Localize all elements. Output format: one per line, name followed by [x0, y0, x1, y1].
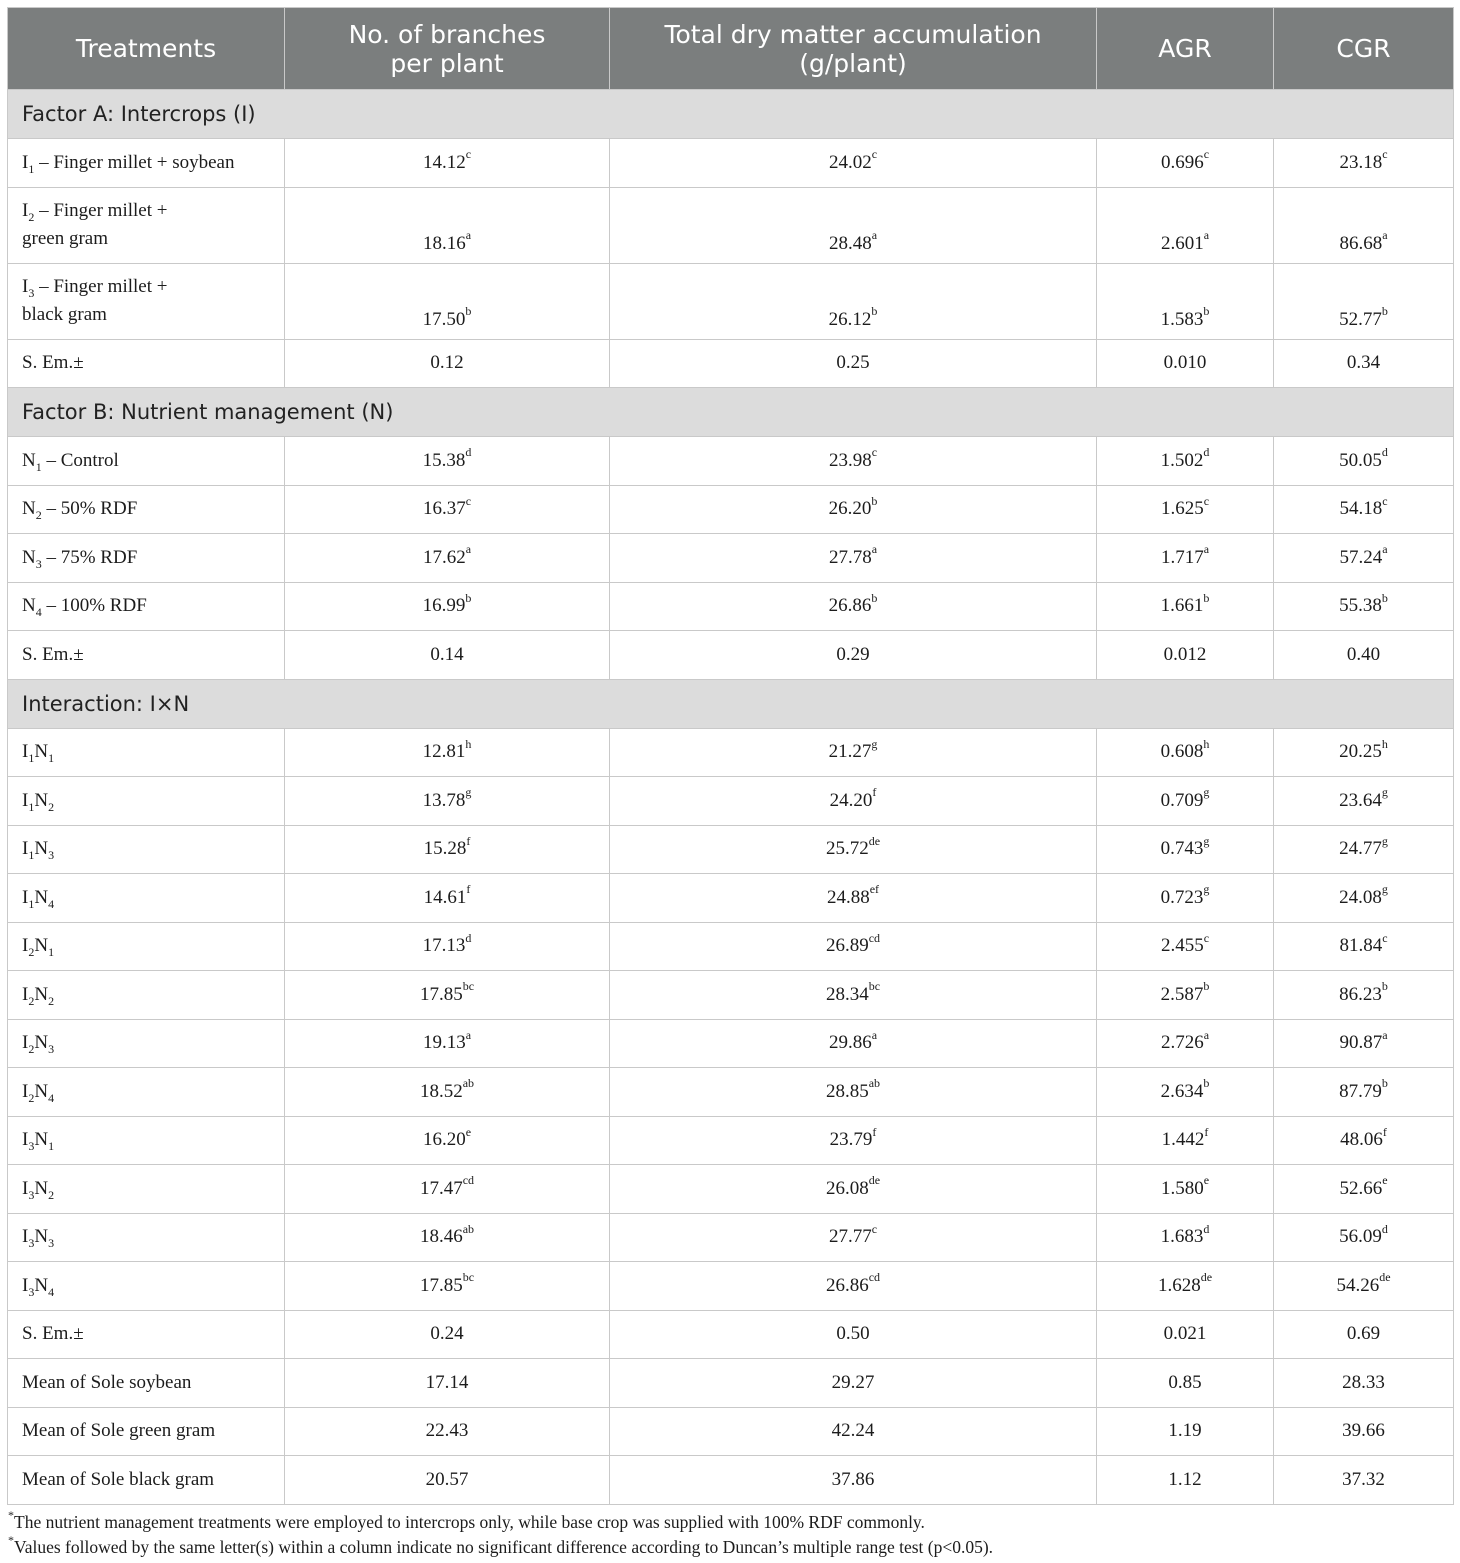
significance-letter: d	[1381, 1221, 1388, 1236]
cell-value-4: 50.05$^d$	[1274, 437, 1454, 486]
cell-value-1: 13.78$^g$	[285, 777, 610, 826]
significance-letter: f	[466, 882, 471, 897]
row-label: $I_2N_3$	[8, 1019, 285, 1068]
cell-value-2: 28.34$^{bc}$	[610, 971, 1097, 1020]
cell-value-3: 1.717$^a$	[1097, 534, 1274, 583]
section-title: Interaction: I×N	[8, 679, 1454, 728]
cell-value-1: 17.50$^b$	[285, 263, 610, 339]
table-row	[8, 1019, 1454, 1068]
section-title: Factor B: Nutrient management (N)	[8, 388, 1454, 437]
significance-letter: c	[1382, 493, 1388, 508]
significance-letter: g	[1381, 833, 1388, 848]
significance-letter: a	[871, 228, 878, 243]
subscript: 1	[35, 459, 42, 474]
row-label: $I_1N_2$	[8, 777, 285, 826]
cell-value-3: 0.012	[1097, 631, 1274, 680]
subscript: 3	[48, 1236, 55, 1251]
row-label: $I_2N_4$	[8, 1068, 285, 1117]
table-row	[8, 825, 1454, 874]
cell-value-1: 17.85$^{bc}$	[285, 971, 610, 1020]
table-row	[8, 339, 1454, 388]
cell-value-1: 17.62$^a$	[285, 534, 610, 583]
cell-value-2: 29.27	[610, 1359, 1097, 1408]
cell-value-1: 15.28$^f$	[285, 825, 610, 874]
cell-value-2: 0.29	[610, 631, 1097, 680]
cell-value-4: 54.26de	[1274, 1262, 1454, 1311]
cell-value-1: 16.99$^b$	[285, 582, 610, 631]
cell-value-3: 0.85	[1097, 1359, 1274, 1408]
row-label: $I_3$ – Finger millet + black gram	[8, 263, 285, 339]
cell-value-1: 18.16$^a$	[285, 187, 610, 263]
subscript: 2	[28, 945, 35, 960]
subscript: 2	[48, 993, 55, 1008]
significance-letter: d	[465, 445, 472, 460]
cell-value-2: 24.20$^f$	[610, 777, 1097, 826]
significance-letter: b	[1381, 1076, 1388, 1091]
subscript: 1	[48, 751, 55, 766]
significance-letter: b	[1203, 590, 1210, 605]
cell-value-1: 0.14	[285, 631, 610, 680]
subscript: 3	[48, 1042, 55, 1057]
significance-letter: h	[465, 736, 472, 751]
table-row	[8, 1068, 1454, 1117]
significance-letter: b	[871, 590, 878, 605]
cell-value-1: 17.13$^d$	[285, 922, 610, 971]
table-row	[8, 874, 1454, 923]
significance-letter: e	[1203, 1173, 1210, 1188]
table-row	[8, 728, 1454, 777]
table-row	[8, 437, 1454, 486]
cell-value-2: 24.02$^c$	[610, 139, 1097, 188]
row-label: $I_3N_1$	[8, 1116, 285, 1165]
significance-letter: g	[1203, 882, 1210, 897]
cell-value-2: 26.08de	[610, 1165, 1097, 1214]
significance-letter: f	[466, 833, 471, 848]
table-row	[8, 1165, 1454, 1214]
superscript: *	[8, 1533, 14, 1548]
cell-value-3: 1.19	[1097, 1407, 1274, 1456]
cell-value-4: 81.84$^c$	[1274, 922, 1454, 971]
cell-value-1: 16.37$^c$	[285, 485, 610, 534]
footnote: *Values followed by the same letter(s) within a column indicate no significant difference according to Duncan’s multiple range test (p<0.05).	[8, 1533, 994, 1557]
cell-value-2: 27.77$^c$	[610, 1213, 1097, 1262]
cell-value-3: 2.601$^a$	[1097, 187, 1274, 263]
cell-value-1: 20.57	[285, 1456, 610, 1505]
cell-value-3: 0.021	[1097, 1310, 1274, 1359]
significance-letter: c	[871, 147, 878, 162]
cell-value-2: 27.78$^a$	[610, 534, 1097, 583]
cell-value-2: 0.50	[610, 1310, 1097, 1359]
table-row	[8, 1407, 1454, 1456]
cell-value-3: 1.661$^b$	[1097, 582, 1274, 631]
cell-value-1: 18.46$^{ab}$	[285, 1213, 610, 1262]
cell-value-4: 86.23$^b$	[1274, 971, 1454, 1020]
cell-value-4: 24.08$^g$	[1274, 874, 1454, 923]
significance-letter: cd	[462, 1173, 475, 1188]
cell-value-2: 21.27$^g$	[610, 728, 1097, 777]
row-label: $I_1N_1$	[8, 728, 285, 777]
table-row	[8, 922, 1454, 971]
subscript: 2	[48, 799, 55, 814]
table-row	[8, 582, 1454, 631]
column-header-4: CGR	[1274, 8, 1454, 90]
cell-value-1: 14.61$^f$	[285, 874, 610, 923]
cell-value-4: 87.79$^b$	[1274, 1068, 1454, 1117]
cell-value-3: 2.726$^a$	[1097, 1019, 1274, 1068]
significance-letter: bc	[462, 979, 475, 994]
subscript: 3	[28, 1187, 35, 1202]
cell-value-4: 39.66	[1274, 1407, 1454, 1456]
table-row	[8, 1310, 1454, 1359]
significance-letter: c	[871, 445, 878, 460]
significance-letter: c	[1203, 147, 1210, 162]
significance-letter: e	[1382, 1173, 1388, 1188]
column-header-2: Total dry matter accumulation (g/plant)	[610, 8, 1097, 90]
cell-value-3: 1.628de	[1097, 1262, 1274, 1311]
cell-value-2: 23.98$^c$	[610, 437, 1097, 486]
significance-letter: d	[1381, 445, 1388, 460]
cell-value-2: 26.20$^b$	[610, 485, 1097, 534]
significance-letter: h	[1203, 736, 1210, 751]
subscript: 1	[28, 751, 35, 766]
cell-value-4: 37.32	[1274, 1456, 1454, 1505]
table-row	[8, 777, 1454, 826]
cell-value-4: 23.64$^g$	[1274, 777, 1454, 826]
cell-value-3: 1.12	[1097, 1456, 1274, 1505]
table-row	[8, 1213, 1454, 1262]
cell-value-4: 57.24$^a$	[1274, 534, 1454, 583]
row-label: Mean of Sole green gram	[8, 1407, 285, 1456]
cell-value-3: 1.580e	[1097, 1165, 1274, 1214]
superscript: *	[8, 1508, 14, 1523]
cell-value-4: 55.38$^b$	[1274, 582, 1454, 631]
subscript: 3	[48, 848, 55, 863]
significance-letter: f	[872, 1124, 877, 1139]
significance-letter: a	[1382, 542, 1388, 557]
subscript: 4	[35, 605, 42, 620]
row-label: S. Em.±	[8, 339, 285, 388]
row-label: $N_4 - 100\%$ RDF	[8, 582, 285, 631]
table-row	[8, 263, 1454, 339]
significance-letter: d	[1203, 1221, 1210, 1236]
significance-letter: ef	[869, 882, 880, 897]
table-row	[8, 1359, 1454, 1408]
table-row	[8, 1456, 1454, 1505]
subscript: 3	[28, 285, 35, 300]
footnotes	[8, 1510, 1448, 1560]
cell-value-3: 2.634$^b$	[1097, 1068, 1274, 1117]
row-label: $N_1$ – Control	[8, 437, 285, 486]
significance-letter: de	[868, 833, 881, 848]
cell-value-4: 24.77$^g$	[1274, 825, 1454, 874]
significance-letter: b	[1203, 304, 1210, 319]
cell-value-3: 2.455$^c$	[1097, 922, 1274, 971]
cell-value-4: 52.66e	[1274, 1165, 1454, 1214]
significance-letter: d	[465, 930, 472, 945]
significance-letter: a	[1203, 542, 1210, 557]
cell-value-4: 28.33	[1274, 1359, 1454, 1408]
significance-letter: c	[1203, 930, 1210, 945]
cell-value-4: 48.06$^f$	[1274, 1116, 1454, 1165]
subscript: 1	[48, 945, 55, 960]
significance-letter: f	[872, 785, 877, 800]
subscript: 2	[28, 209, 35, 224]
significance-letter: de	[868, 1173, 881, 1188]
cell-value-3: 0.608$^h$	[1097, 728, 1274, 777]
significance-letter: c	[465, 493, 472, 508]
subscript: 1	[28, 799, 35, 814]
row-label: Mean of Sole black gram	[8, 1456, 285, 1505]
significance-letter: a	[871, 1027, 878, 1042]
significance-letter: cd	[868, 1270, 881, 1285]
significance-letter: c	[1382, 930, 1388, 945]
subscript: 2	[28, 1090, 35, 1105]
row-label: $I_2N_2$	[8, 971, 285, 1020]
header-row	[8, 8, 1454, 90]
significance-letter: b	[1381, 979, 1388, 994]
cell-value-1: 17.85$^{bc}$	[285, 1262, 610, 1311]
significance-letter: ab	[462, 1221, 475, 1236]
cell-value-3: 1.683$^d$	[1097, 1213, 1274, 1262]
cell-value-1: 22.43	[285, 1407, 610, 1456]
table-body	[8, 90, 1454, 1505]
results-table	[7, 7, 1454, 1505]
subscript: 3	[28, 1236, 35, 1251]
subscript: 1	[28, 161, 35, 176]
cell-value-1: 0.12	[285, 339, 610, 388]
cell-value-3: 0.696$^c$	[1097, 139, 1274, 188]
significance-letter: b	[465, 590, 472, 605]
cell-value-3: 0.743$^g$	[1097, 825, 1274, 874]
cell-value-3: 1.442$^f$	[1097, 1116, 1274, 1165]
significance-letter: ab	[868, 1076, 881, 1091]
cell-value-2: 42.24	[610, 1407, 1097, 1456]
subscript: 2	[35, 508, 42, 523]
subscript: 3	[35, 556, 42, 571]
cell-value-2: 0.25	[610, 339, 1097, 388]
table-header	[8, 8, 1454, 90]
significance-letter: b	[1381, 590, 1388, 605]
cell-value-2: 23.79$^f$	[610, 1116, 1097, 1165]
significance-letter: a	[465, 542, 472, 557]
significance-letter: de	[1200, 1270, 1213, 1285]
cell-value-3: 0.709$^g$	[1097, 777, 1274, 826]
significance-letter: g	[465, 785, 472, 800]
column-header-3: AGR	[1097, 8, 1274, 90]
significance-letter: b	[1381, 304, 1388, 319]
section-header-row	[8, 388, 1454, 437]
significance-letter: a	[1203, 228, 1210, 243]
row-label: $I_1N_3$	[8, 825, 285, 874]
cell-value-2: 26.89$^{cd}$	[610, 922, 1097, 971]
significance-letter: f	[1382, 1124, 1387, 1139]
cell-value-4: 54.18$^c$	[1274, 485, 1454, 534]
significance-letter: g	[1203, 785, 1210, 800]
significance-letter: ab	[462, 1076, 475, 1091]
cell-value-4: 0.34	[1274, 339, 1454, 388]
cell-value-3: 1.625$^c$	[1097, 485, 1274, 534]
table-row	[8, 139, 1454, 188]
footnote: *The nutrient management treatments were employed to intercrops only, while base crop was supplied with 100% RDF commonly.	[8, 1508, 925, 1532]
table-row	[8, 534, 1454, 583]
subscript: 2	[28, 1042, 35, 1057]
row-label: $I_1N_4$	[8, 874, 285, 923]
cell-value-2: 29.86$^a$	[610, 1019, 1097, 1068]
cell-value-4: 0.69	[1274, 1310, 1454, 1359]
cell-value-3: 0.723$^g$	[1097, 874, 1274, 923]
cell-value-3: 2.587$^b$	[1097, 971, 1274, 1020]
section-header-row	[8, 90, 1454, 139]
significance-letter: bc	[868, 979, 881, 994]
significance-letter: c	[465, 147, 472, 162]
cell-value-1: 14.12$^c$	[285, 139, 610, 188]
row-label: S. Em.±	[8, 1310, 285, 1359]
significance-letter: g	[1381, 785, 1388, 800]
table-row	[8, 631, 1454, 680]
column-header-0: Treatments	[8, 8, 285, 90]
significance-letter: cd	[868, 930, 881, 945]
cell-value-4: 86.68$^a$	[1274, 187, 1454, 263]
cell-value-1: 16.20e	[285, 1116, 610, 1165]
significance-letter: g	[1381, 882, 1388, 897]
cell-value-2: 26.12$^b$	[610, 263, 1097, 339]
significance-letter: c	[1382, 147, 1388, 162]
column-header-1: No. of branches per plant	[285, 8, 610, 90]
significance-letter: c	[1203, 493, 1210, 508]
cell-value-2: 37.86	[610, 1456, 1097, 1505]
subscript: 3	[28, 1284, 35, 1299]
significance-letter: f	[1204, 1124, 1209, 1139]
row-label: $N_3 - 75\%$ RDF	[8, 534, 285, 583]
row-label: $I_3N_3$	[8, 1213, 285, 1262]
subscript: 4	[48, 1090, 55, 1105]
significance-letter: b	[871, 493, 878, 508]
section-header-row	[8, 679, 1454, 728]
subscript: 2	[48, 1187, 55, 1202]
significance-letter: a	[871, 542, 878, 557]
row-label: $I_2N_1$	[8, 922, 285, 971]
cell-value-1: 0.24	[285, 1310, 610, 1359]
cell-value-2: 24.88$^{ef}$	[610, 874, 1097, 923]
section-title: Factor A: Intercrops (I)	[8, 90, 1454, 139]
row-label: $I_3N_4$	[8, 1262, 285, 1311]
subscript: 1	[28, 848, 35, 863]
cell-value-4: 90.87$^a$	[1274, 1019, 1454, 1068]
significance-letter: a	[465, 1027, 472, 1042]
row-label: $I_3N_2$	[8, 1165, 285, 1214]
cell-value-1: 19.13$^a$	[285, 1019, 610, 1068]
subscript: 1	[28, 896, 35, 911]
significance-letter: a	[1382, 1027, 1388, 1042]
cell-value-4: 23.18$^c$	[1274, 139, 1454, 188]
cell-value-1: 12.81$^h$	[285, 728, 610, 777]
cell-value-2: 28.85$^{ab}$	[610, 1068, 1097, 1117]
row-label: S. Em.±	[8, 631, 285, 680]
significance-letter: b	[465, 304, 472, 319]
cell-value-4: 20.25$^h$	[1274, 728, 1454, 777]
cell-value-4: 0.40	[1274, 631, 1454, 680]
significance-letter: c	[871, 1221, 878, 1236]
subscript: 4	[48, 1284, 55, 1299]
significance-letter: a	[1382, 228, 1388, 243]
cell-value-3: 1.583$^b$	[1097, 263, 1274, 339]
row-label: $I_1$ – Finger millet + soybean	[8, 139, 285, 188]
significance-letter: a	[465, 228, 472, 243]
cell-value-4: 56.09$^d$	[1274, 1213, 1454, 1262]
table-row	[8, 1116, 1454, 1165]
significance-letter: de	[1379, 1270, 1391, 1285]
significance-letter: bc	[462, 1270, 475, 1285]
significance-letter: h	[1381, 736, 1388, 751]
table-row	[8, 485, 1454, 534]
significance-letter: b	[1203, 979, 1210, 994]
cell-value-2: 26.86$^{cd}$	[610, 1262, 1097, 1311]
significance-letter: b	[1203, 1076, 1210, 1091]
cell-value-2: 26.86$^b$	[610, 582, 1097, 631]
subscript: 2	[28, 993, 35, 1008]
cell-value-1: 17.47$^{cd}$	[285, 1165, 610, 1214]
table-row	[8, 187, 1454, 263]
significance-letter: a	[1203, 1027, 1210, 1042]
significance-letter: e	[465, 1124, 472, 1139]
cell-value-4: 52.77$^b$	[1274, 263, 1454, 339]
row-label: $I_2$ – Finger millet + green gram	[8, 187, 285, 263]
significance-letter: b	[871, 304, 878, 319]
subscript: 1	[48, 1139, 55, 1154]
table-row	[8, 1262, 1454, 1311]
significance-letter: d	[1203, 445, 1210, 460]
significance-letter: g	[871, 736, 878, 751]
cell-value-1: 18.52$^{ab}$	[285, 1068, 610, 1117]
table-row	[8, 971, 1454, 1020]
cell-value-1: 15.38$^d$	[285, 437, 610, 486]
subscript: 4	[48, 896, 55, 911]
cell-value-3: 0.010	[1097, 339, 1274, 388]
row-label: $N_2 - 50\%$ RDF	[8, 485, 285, 534]
significance-letter: g	[1203, 833, 1210, 848]
cell-value-3: 1.502$^d$	[1097, 437, 1274, 486]
subscript: 3	[28, 1139, 35, 1154]
cell-value-1: 17.14	[285, 1359, 610, 1408]
cell-value-2: 25.72de	[610, 825, 1097, 874]
cell-value-2: 28.48$^a$	[610, 187, 1097, 263]
row-label: Mean of Sole soybean	[8, 1359, 285, 1408]
